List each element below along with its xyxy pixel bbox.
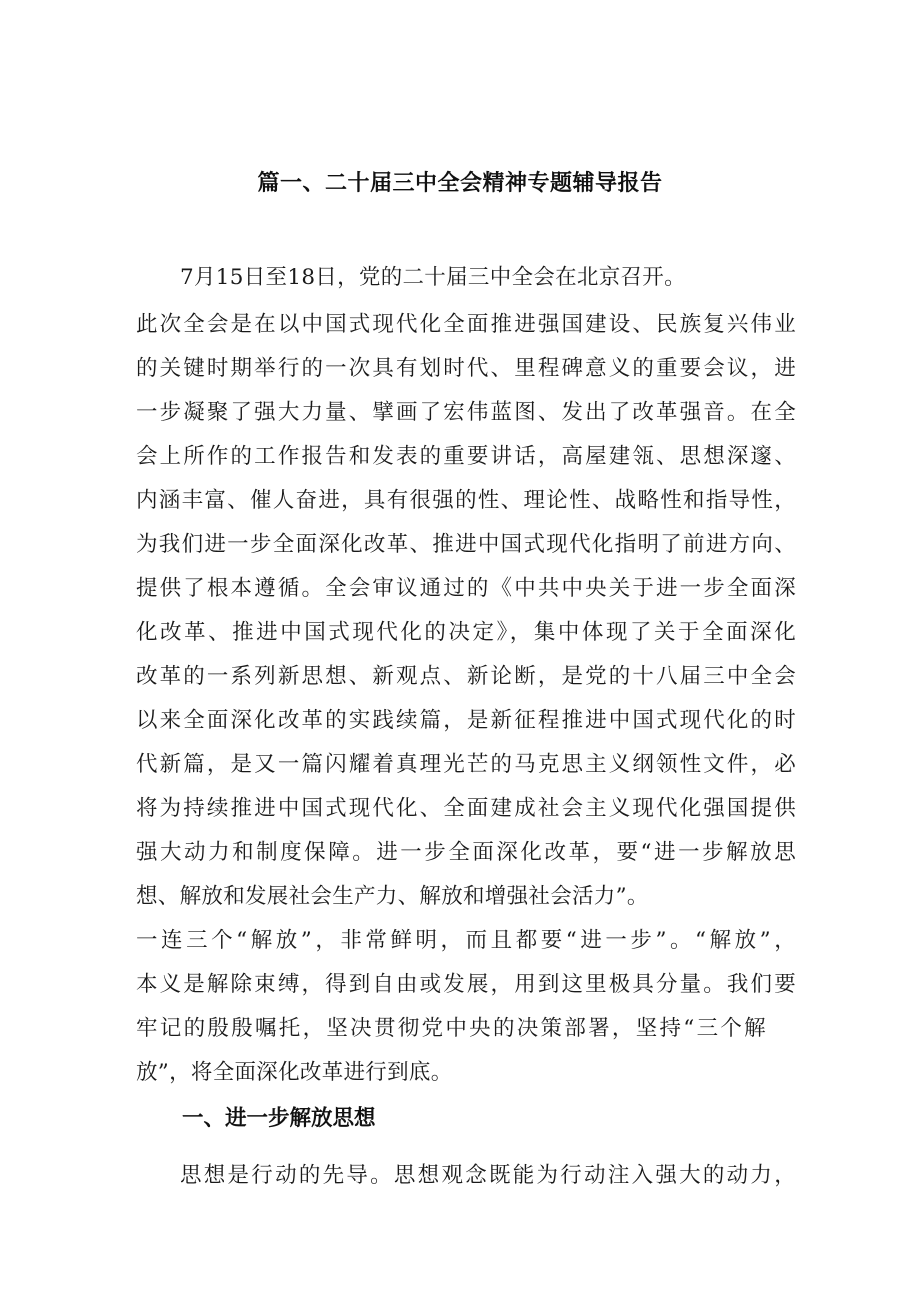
document-title: 篇一、二十届三中全会精神专题辅导报告 xyxy=(257,171,663,196)
paragraph-line: 放”，将全面深化改革进行到底。 xyxy=(136,1060,453,1085)
paragraph-line: 内涵丰富、催人奋进，具有很强的性、理论性、战略性和指导性， xyxy=(136,488,796,513)
paragraph-line: 牢记的殷殷嘱托，坚决贯彻党中央的决策部署，坚持“三个解 xyxy=(136,1016,766,1041)
paragraph-line: 化改革、推进中国式现代化的决定》，集中体现了关于全面深化 xyxy=(136,620,796,645)
paragraph-line: 一步凝聚了强大力量、擘画了宏伟蓝图、发出了改革强音。在全 xyxy=(136,400,796,425)
paragraph-line: 一连三个“解放”，非常鲜明，而且都要“进一步”。“解放”， xyxy=(136,928,796,953)
paragraph-line: 改革的一系列新思想、新观点、新论断，是党的十八届三中全会 xyxy=(136,664,796,689)
paragraph-line: 代新篇，是又一篇闪耀着真理光芒的马克思主义纲领性文件，必 xyxy=(136,752,796,777)
section-heading: 一、进一步解放思想 xyxy=(182,1106,376,1131)
paragraph-line: 想、解放和发展社会生产力、解放和增强社会活力”。 xyxy=(136,884,649,909)
paragraph-line: 将为持续推进中国式现代化、全面建成社会主义现代化强国提供 xyxy=(136,796,796,821)
paragraph-line: 以来全面深化改革的实践续篇，是新征程推进中国式现代化的时 xyxy=(136,708,796,733)
paragraph-line: 会上所作的工作报告和发表的重要讲话，高屋建瓴、思想深邃、 xyxy=(136,444,796,469)
paragraph-line: 强大动力和制度保障。进一步全面深化改革，要“进一步解放思 xyxy=(136,840,796,865)
paragraph-line: 为我们进一步全面深化改革、推进中国式现代化指明了前进方向、 xyxy=(136,532,796,557)
paragraph-line: 的关键时期举行的一次具有划时代、里程碑意义的重要会议，进 xyxy=(136,356,796,381)
paragraph-line: 7月15日至18日，党的二十届三中全会在北京召开。 xyxy=(180,265,686,290)
paragraph-line: 此次全会是在以中国式现代化全面推进强国建设、民族复兴伟业 xyxy=(136,312,796,337)
paragraph-line: 本义是解除束缚，得到自由或发展，用到这里极具分量。我们要 xyxy=(136,972,796,997)
paragraph-line: 提供了根本遵循。全会审议通过的《中共中央关于进一步全面深 xyxy=(136,576,796,601)
paragraph-line: 思想是行动的先导。思想观念既能为行动注入强大的动力， xyxy=(180,1163,796,1188)
